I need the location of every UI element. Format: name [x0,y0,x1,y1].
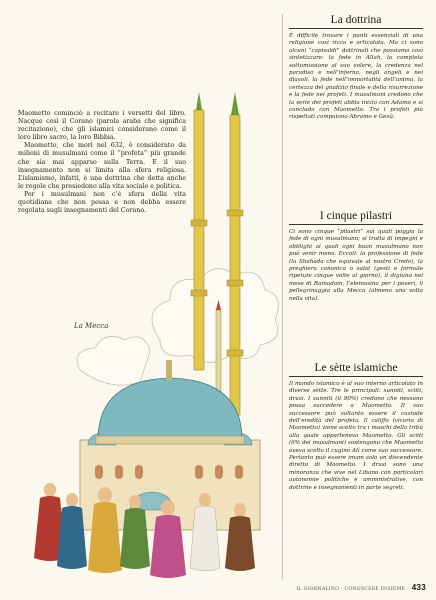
sidebar [282,14,423,579]
page-footer [296,583,426,592]
minaret-right [227,92,243,415]
section-text: Ci sono cinque “pilastri” sui quali poggia la fede di ogni musulmano; si tratta di impegni e obblighi ai quali ogni buon musulmano non può venir meno. Eccoli: la professione di fede (la Shahada che equivale al nostro Credo), la preghiera canonica o salat (gesti e formule ripetute cinque volte al giorno), il digiuno nel mese di Ramadam, l’elemosina per i poveri, il pellegrinaggio alla Mecca (almeno una volta nella vita). [289,229,423,302]
section-sette [289,362,423,492]
publication-name: IL GIORNALINO · CONOSCERE INSIEME · [296,587,409,592]
paragraph: Per i musulmani non c’è sfera della vita quotidiana che non possa e non debba essere regolata sugli insegnamenti del Corano. [18,190,186,215]
section-text: È difficile trovare i punti essenziali di una religione così ricca e articolata. Ma ci sono alcuni “capisaldi” dottrinali che possiamo così sintetizzare: la fede in Allah, la completa sottomissione al suo volere, la credenza nel paradiso e nell’inferno, negli angeli e nei diavoli, la fede nell’immortalità dell’anima, la certezza del giudizio finale e della risurrezione e la fede nei profeti. I musulmani credono che la serie dei profeti abbia inizio con Adamo e si concluda con Maometto. Tra i profeti più rispettati compaiono Abramo e Gesù. [289,33,423,121]
section-title: I cinque pilastri [289,210,423,225]
section-text: Il mondo islamico è al suo interno articolato in diverse sètte. Tre le principali: sunniti, sciiti, drusi. I sunniti (il 90%) credono che nessuno possa succedere a Maometto. Il suo successore può soltanto essere il custode dell’eredità del profeta. Il califfo (vicario di Maometto) viene scelto tra i maschi della tribù alla quale apparteneva Maometto. Gli sciiti (9% dei musulmani) sostengono che Maometto aveva scelto il cugino Alì come suo successore. Pertanto può essere imam solo un discendente diretto di Maometto. I drusi sono una minoranza che vive nel Libano con particolari autonomie politiche e amministrative, con dottrine e insegnamenti in parte segreti. [289,381,423,491]
section-pilastri [289,210,423,303]
section-dottrina [289,14,423,122]
main-article-text [18,110,186,215]
page-number: 433 [411,583,426,592]
paragraph: Maometto, che morì nel 632, è considerato da milioni di musulmani come il “profeta” più grande che sia mai apparso sulla Terra. E il suo insegnamento non si limita alla sfera religiosa. L’islamismo, infatti, è una dottrina che detta anche le regole che presiedono alla vita sociale e politica. [18,142,186,190]
illustration-caption: La Mecca [74,322,109,330]
section-title: La dottrina [289,14,423,29]
section-title: Le sètte islamiche [289,362,423,377]
paragraph: Maometto cominciò a recitare i versetti del libro. Nacque così il Corano (parola araba che significa recitazione), che gli islamici considerano come il loro libro sacro, la loro Bibbia. [18,110,186,142]
